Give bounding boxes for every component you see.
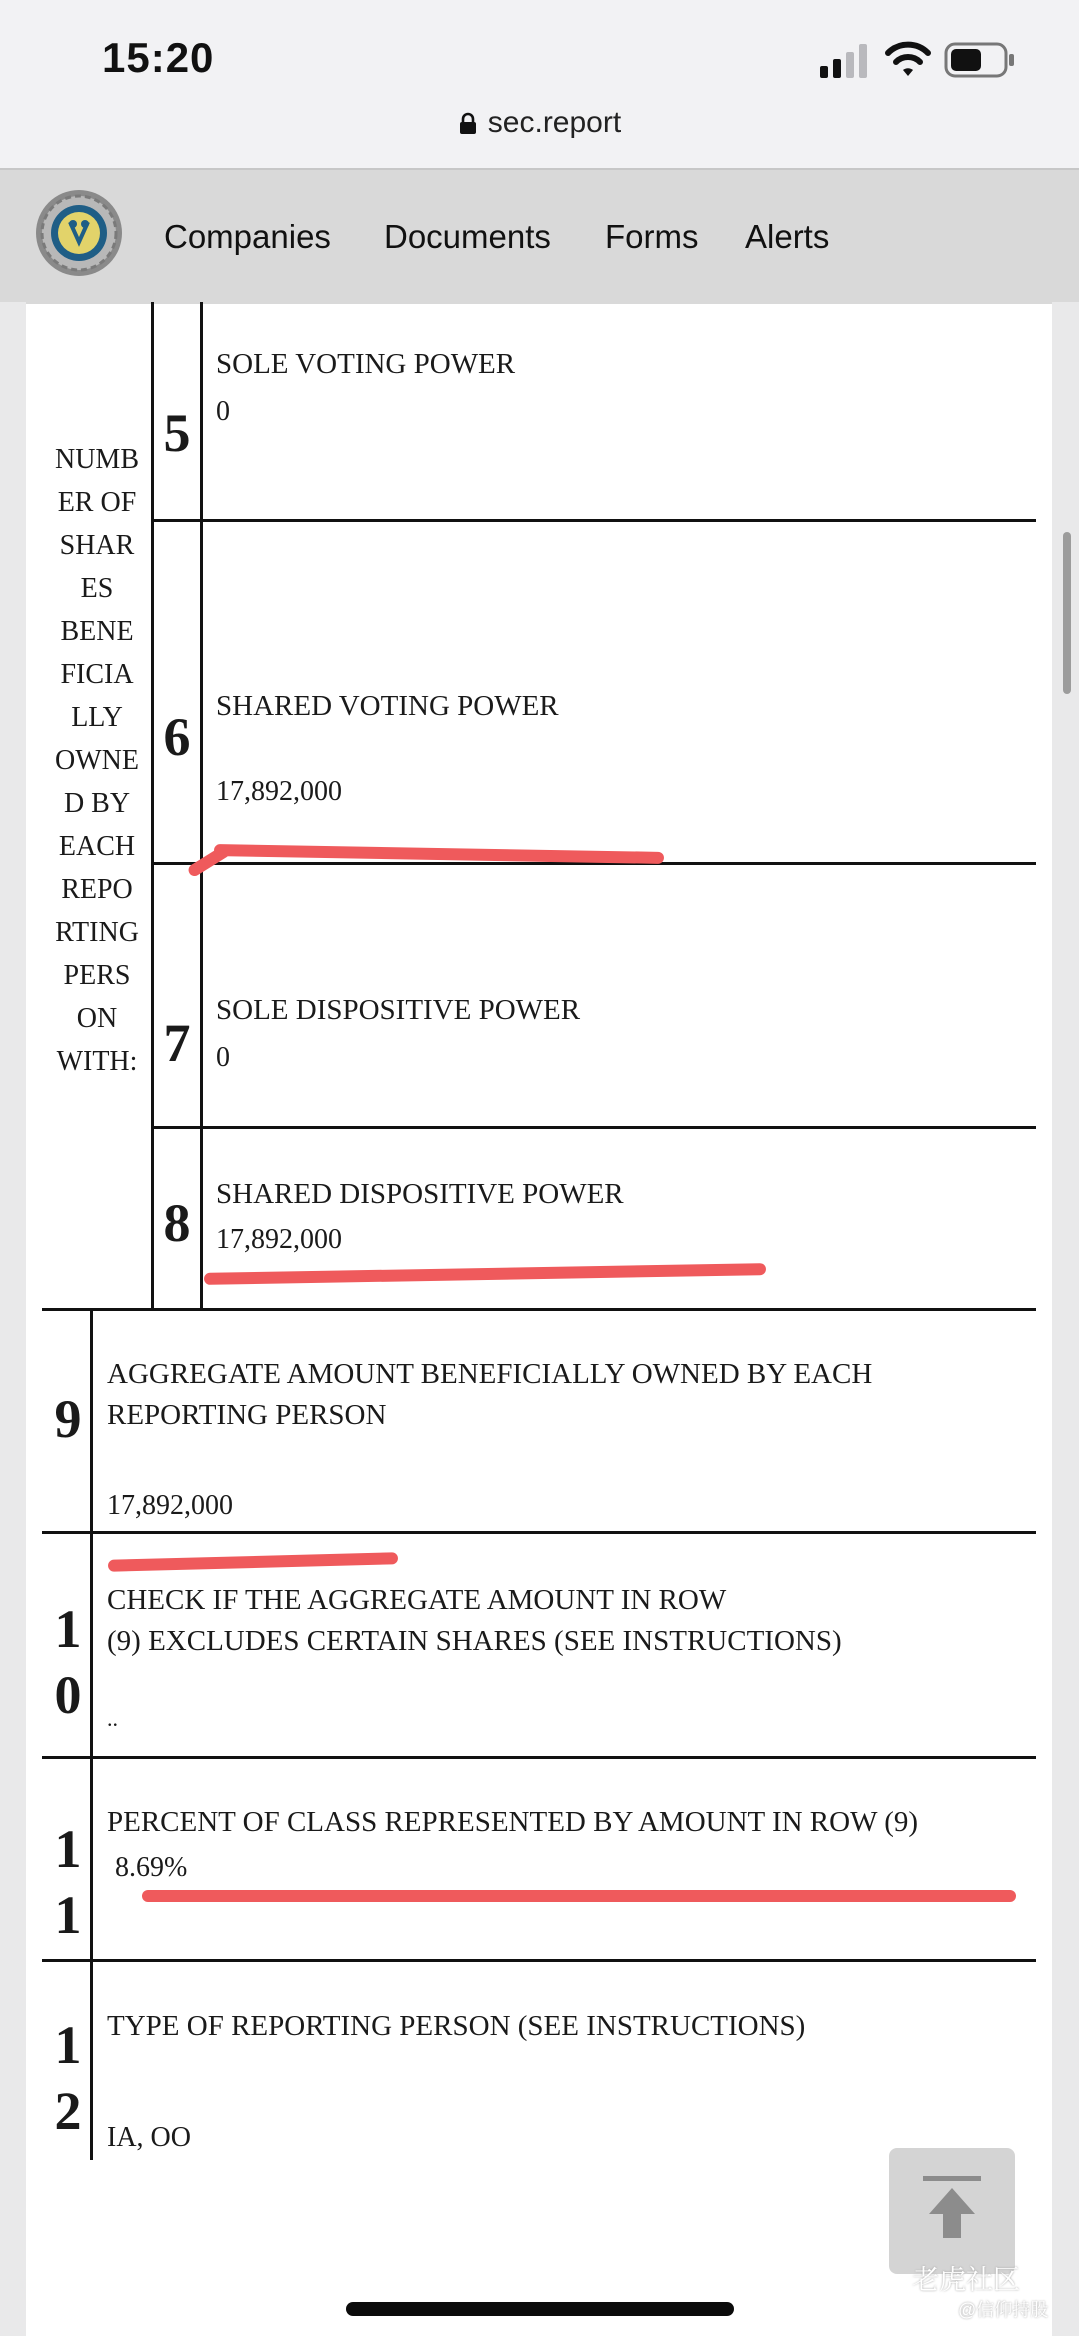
table-border bbox=[90, 1308, 93, 2160]
nav-companies[interactable]: Companies bbox=[164, 218, 331, 255]
row-label-percent-of-class: PERCENT OF CLASS REPRESENTED BY AMOUNT IN ROW (9) bbox=[107, 1806, 919, 1838]
row-value-percent-of-class: 8.69% bbox=[115, 1852, 188, 1883]
row-label-shared-dispositive: SHARED DISPOSITIVE POWER bbox=[216, 1178, 624, 1210]
row-value-reporting-person-type: IA, OO bbox=[107, 2122, 191, 2153]
row-number-6: 6 bbox=[163, 707, 191, 767]
highlight-stroke bbox=[108, 1552, 398, 1572]
status-bar bbox=[0, 0, 1079, 168]
watermark-subtext: @信仰持股 bbox=[958, 2300, 1049, 2320]
table-border bbox=[200, 302, 203, 1310]
row-label-shared-voting: SHARED VOTING POWER bbox=[216, 690, 559, 722]
row-number-7: 7 bbox=[163, 1013, 191, 1073]
row-label-sole-dispositive: SOLE DISPOSITIVE POWER bbox=[216, 994, 581, 1026]
row-value-sole-voting: 0 bbox=[216, 396, 230, 427]
watermark-text: 老虎社区 bbox=[912, 2265, 1020, 2295]
clock: 15:20 bbox=[102, 34, 215, 81]
row-number-10: 1 0 bbox=[54, 1599, 82, 1725]
nav-documents[interactable]: Documents bbox=[384, 218, 551, 255]
address-bar[interactable] bbox=[0, 106, 1079, 140]
lock-icon bbox=[458, 112, 478, 134]
battery-icon bbox=[944, 42, 1016, 78]
row-label-sole-voting: SOLE VOTING POWER bbox=[216, 348, 516, 380]
table-border bbox=[42, 1531, 1036, 1534]
back-to-top-button[interactable] bbox=[889, 2148, 1015, 2274]
row-number-5: 5 bbox=[163, 403, 191, 463]
scrollbar[interactable] bbox=[1063, 532, 1071, 694]
row-value-shared-voting: 17,892,000 bbox=[216, 776, 342, 807]
page-content[interactable] bbox=[0, 302, 1079, 2336]
page-margin-left bbox=[0, 302, 26, 2336]
table-border bbox=[151, 519, 1036, 522]
site-nav bbox=[0, 168, 1079, 304]
url-text: sec.report bbox=[487, 106, 622, 139]
row-label-aggregate: AGGREGATE AMOUNT BENEFICIALLY OWNED BY EACH REPORTING PERSON bbox=[107, 1358, 873, 1431]
wifi-icon bbox=[884, 40, 932, 80]
highlight-stroke bbox=[142, 1890, 1016, 1902]
row-label-exclude-shares: CHECK IF THE AGGREGATE AMOUNT IN ROW (9) EXCLUDES CERTAIN SHARES (SEE INSTRUCTIONS) bbox=[107, 1584, 842, 1657]
nav-forms[interactable]: Forms bbox=[605, 218, 699, 255]
row-number-8: 8 bbox=[163, 1193, 191, 1253]
table-border bbox=[42, 1959, 1036, 1962]
row-number-9: 9 bbox=[54, 1389, 82, 1449]
row-number-12: 1 2 bbox=[54, 2015, 82, 2141]
side-label: NUMB ER OF SHAR ES BENE FICIA LLY OWNE D BY EACH REPO RTING PERS ON WITH: bbox=[54, 444, 139, 1077]
row-value-sole-dispositive: 0 bbox=[216, 1042, 230, 1073]
highlight-stroke bbox=[186, 844, 231, 879]
row-label-reporting-person-type: TYPE OF REPORTING PERSON (SEE INSTRUCTIONS) bbox=[107, 2010, 806, 2042]
row-value-shared-dispositive: 17,892,000 bbox=[216, 1224, 342, 1255]
nav-alerts[interactable]: Alerts bbox=[745, 218, 830, 255]
arrow-up-icon bbox=[889, 2148, 1015, 2274]
row-value-exclude-shares: .. bbox=[107, 1706, 118, 1731]
table-border bbox=[151, 1126, 1036, 1129]
home-indicator[interactable] bbox=[346, 2302, 734, 2316]
site-logo-icon[interactable] bbox=[34, 188, 124, 278]
table-border bbox=[42, 1308, 1036, 1311]
cellular-signal-icon bbox=[820, 44, 870, 78]
row-value-aggregate: 17,892,000 bbox=[107, 1490, 233, 1521]
row-number-11: 1 1 bbox=[54, 1819, 82, 1945]
table-border bbox=[42, 1756, 1036, 1759]
highlight-stroke bbox=[204, 1263, 766, 1285]
highlight-stroke bbox=[214, 844, 664, 864]
